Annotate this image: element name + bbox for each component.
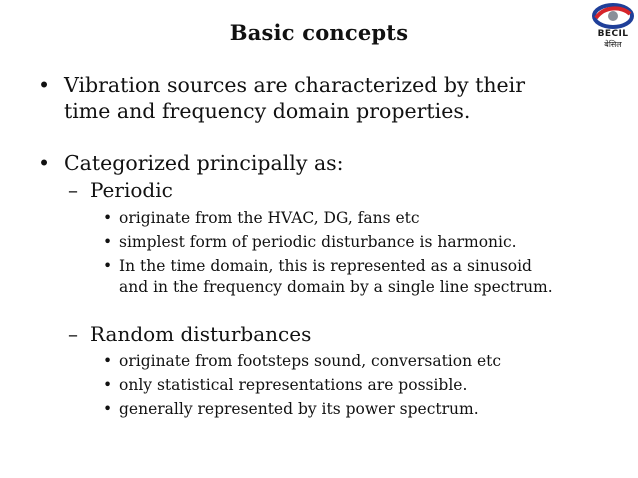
- point-line: originate from footsteps sound, conversation etc: [119, 352, 502, 370]
- bullet-marker: •: [103, 352, 113, 370]
- logo-name: BECIL: [597, 29, 629, 39]
- point-line: simplest form of periodic disturbance is harmonic.: [119, 233, 517, 251]
- point-line: only statistical representations are possible.: [119, 376, 468, 394]
- bullet-marker: •: [103, 376, 113, 394]
- bullet-marker: •: [38, 73, 51, 97]
- bullet-line: Vibration sources are characterized by their: [64, 73, 526, 97]
- bullet-marker: •: [38, 151, 51, 175]
- logo-subtitle: बेसिल: [604, 40, 622, 49]
- category-label: Periodic: [90, 178, 173, 202]
- bullet-line: Categorized principally as:: [64, 151, 344, 175]
- bullet-line: time and frequency domain properties.: [64, 99, 471, 123]
- bullet-marker: •: [103, 233, 113, 251]
- point-line: generally represented by its power spectrum.: [119, 400, 479, 418]
- globe-swoosh-icon: [590, 2, 636, 32]
- dash-marker: –: [68, 322, 78, 346]
- bullet-marker: •: [103, 400, 113, 418]
- dash-marker: –: [68, 178, 78, 202]
- bullet-marker: •: [103, 257, 113, 275]
- category-label: Random disturbances: [90, 322, 312, 346]
- point-line: In the time domain, this is represented as a sinusoid: [119, 257, 532, 275]
- bullet-marker: •: [103, 209, 113, 227]
- slide-title: Basic concepts: [229, 20, 409, 45]
- becil-logo: [590, 2, 636, 50]
- point-line: originate from the HVAC, DG, fans etc: [119, 209, 420, 227]
- point-line: and in the frequency domain by a single line spectrum.: [119, 278, 553, 296]
